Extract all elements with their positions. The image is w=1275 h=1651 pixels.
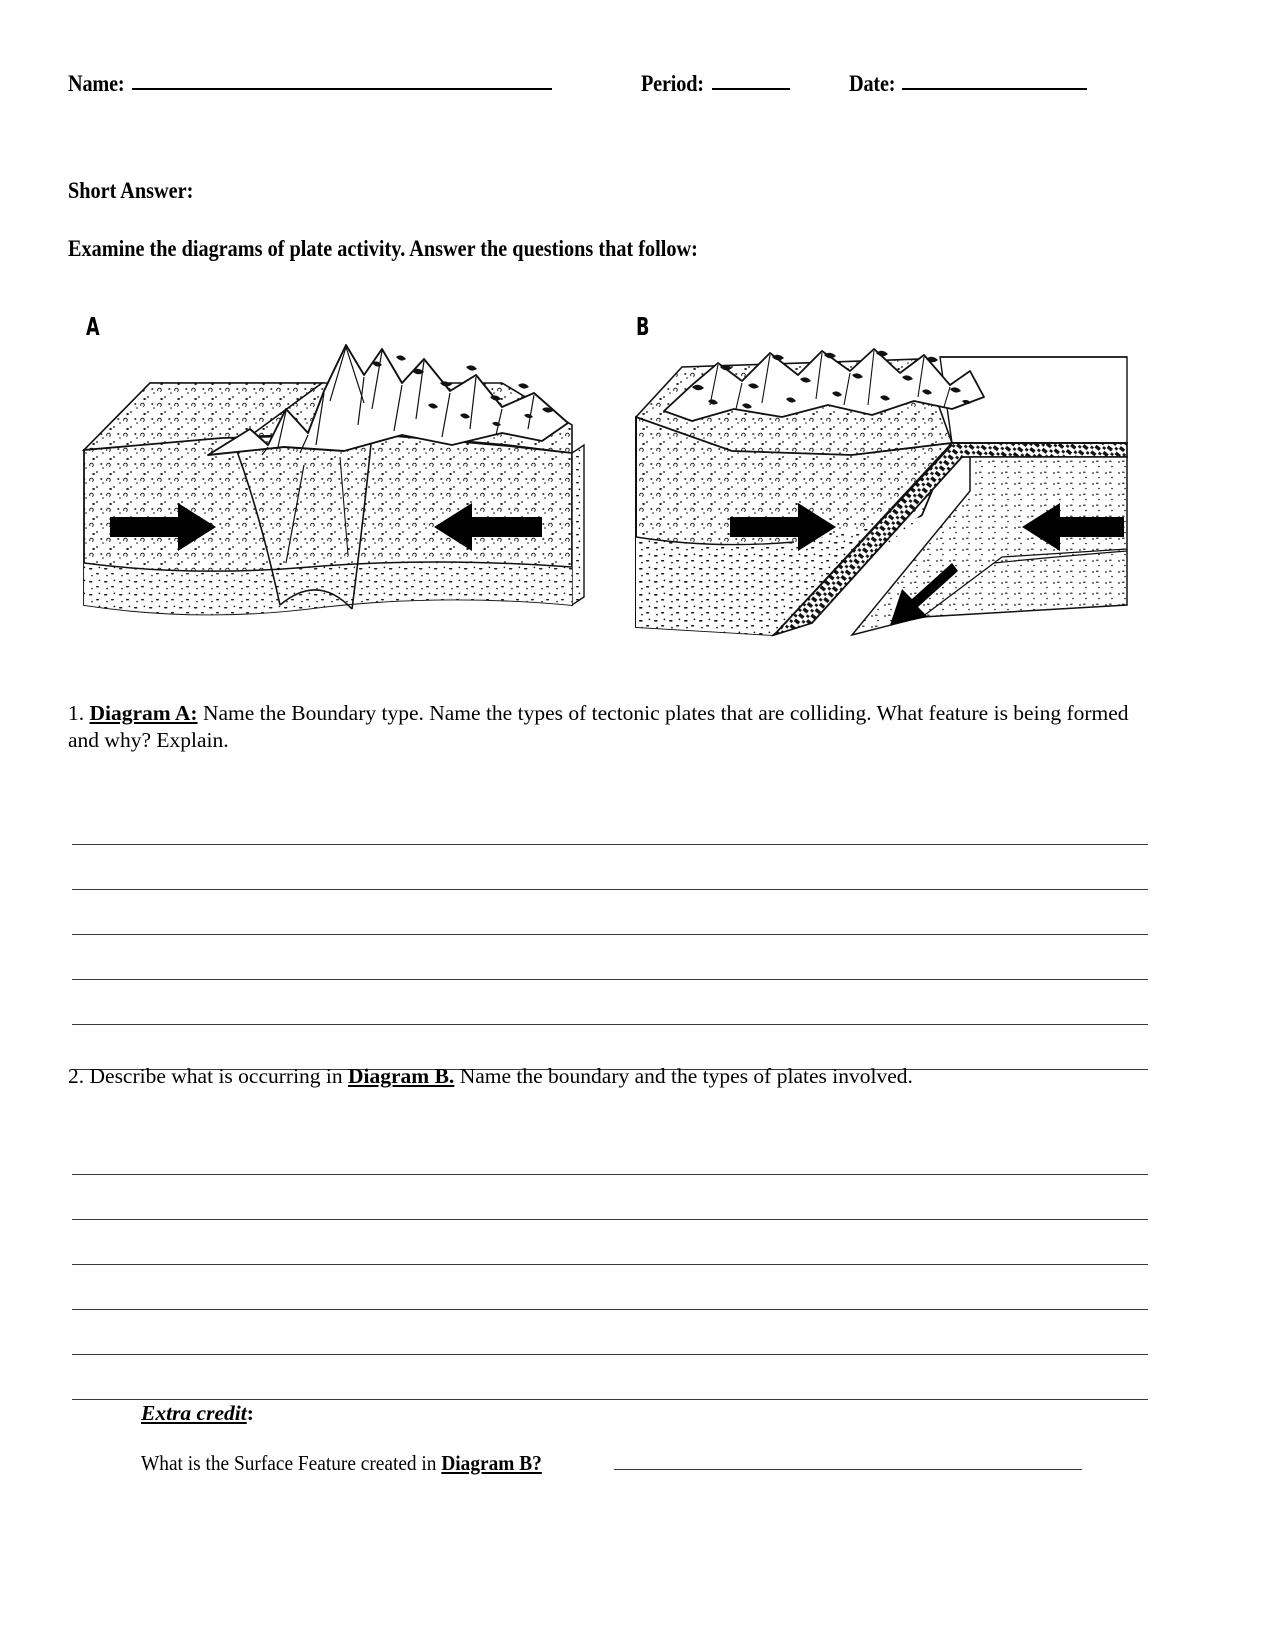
name-label: Name: [68, 71, 125, 96]
diagram-b-illustration [622, 305, 1137, 640]
extra-credit-label: Extra credit [141, 1401, 247, 1425]
name-input-blank[interactable] [132, 68, 552, 90]
answer-line[interactable] [72, 890, 1148, 935]
question-2-prompt: Name the boundary and the types of plates involved. [454, 1064, 913, 1088]
answer-line[interactable] [72, 1310, 1148, 1355]
answer-line[interactable] [72, 1175, 1148, 1220]
question-1-number: 1. [68, 701, 85, 725]
period-input-blank[interactable] [712, 68, 790, 90]
answer-line[interactable] [72, 1265, 1148, 1310]
extra-credit-question [141, 1448, 1151, 1478]
question-2-lead: 2. Describe what is occurring in [68, 1064, 349, 1088]
name-field-group [68, 68, 552, 97]
answer-line[interactable] [72, 845, 1148, 890]
period-label: Period: [641, 71, 704, 96]
answer-line[interactable] [72, 980, 1148, 1025]
extra-credit-section [141, 1398, 1151, 1478]
date-field-group [849, 68, 1087, 97]
diagram-a [72, 305, 587, 640]
extra-credit-answer-blank[interactable] [614, 1449, 1082, 1470]
diagram-b [622, 305, 1137, 640]
diagram-b-letter: B [636, 313, 650, 342]
date-input-blank[interactable] [902, 68, 1087, 90]
date-label: Date: [849, 71, 896, 96]
answer-line[interactable] [72, 800, 1148, 845]
examine-instruction: Examine the diagrams of plate activity. Answer the questions that follow: [68, 236, 698, 261]
question-1 [68, 700, 1153, 754]
extra-credit-question-lead: What is the Surface Feature created in [141, 1451, 442, 1475]
period-field-group [641, 68, 790, 97]
extra-credit-heading [141, 1398, 1151, 1428]
diagram-a-letter: A [86, 313, 100, 342]
answer-lines-question-1 [72, 800, 1148, 1070]
answer-line[interactable] [72, 1355, 1148, 1400]
extra-credit-colon: : [246, 1401, 254, 1425]
student-info-header [68, 68, 1148, 104]
question-2-emphasis: Diagram B. [348, 1064, 455, 1088]
short-answer-heading: Short Answer: [68, 178, 194, 203]
answer-lines-question-2 [72, 1130, 1148, 1400]
answer-line[interactable] [72, 935, 1148, 980]
answer-line[interactable] [72, 1220, 1148, 1265]
answer-line[interactable] [72, 1130, 1148, 1175]
diagram-a-illustration [72, 305, 587, 640]
extra-credit-question-emphasis: Diagram B? [441, 1451, 542, 1475]
question-2 [68, 1063, 1153, 1090]
question-1-prompt: Name the Boundary type. Name the types of tectonic plates that are colliding. What feature is being formed and why? Explain. [68, 701, 1129, 752]
question-1-emphasis: Diagram A: [89, 701, 198, 725]
